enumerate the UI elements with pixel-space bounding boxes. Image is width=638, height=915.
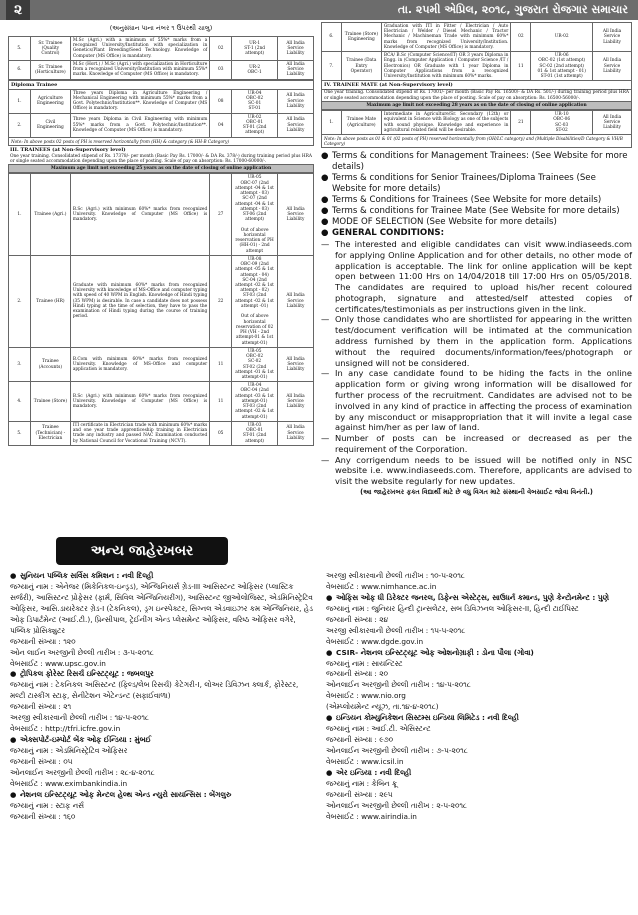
row-number: 4. — [9, 382, 31, 422]
ad-line: જગ્યાનું નામ : એનેજર (મિકેનિકલ-ઇન્ડ્રડ), એન્જિનિયર્સ ગ્રેડ-III આસિસ્ટન્ટ ઓફિસર (પ્લાસ્ટિક સર્જરી), આસિસ્ટન્ટ પ્રોફેસર (ફાર્મ, સિવિલ એન્જિનિયરીંગ), આસિસ્ટન્ટ જીઓલોજિસ્ટ, એડમિનિસ્ટ્રેટિવ ઓફિસર, આસિ.ડાયરેક્ટર ગ્રેડ-I (ટેકનિકલ), ડ્રગ ઇન્સ્પેક્ટર, સિગ્નલ એડવાઇઝર કમ એન્જિનિયર, હેડ ઓફ ડિપાર્ટમેન્ટ (આઈ.ટી.), પ્રિન્સીપાલ, ટ્રેઈનીંગ એન્ડ પ્લેસમેન્ટ ઓફિસર, વરિષ્ઠ ઓફિસર વગેરે, પબ્લિક પ્રોસિક્યુટર — [10, 581, 313, 635]
post-count: 27 — [210, 174, 232, 256]
general-condition — [321, 455, 632, 487]
general-condition — [321, 433, 632, 455]
post-count: 21 — [511, 111, 531, 135]
ad-line: અરજી સ્વીકારવાની છેલ્લી તારીખ : ૧૪-૫-૨૦૧૮ — [10, 713, 149, 723]
terms-bullet — [321, 173, 632, 195]
reservation: UR-02 — [531, 23, 593, 52]
diploma-heading: Diploma Trainee — [9, 80, 314, 89]
ad-heading — [326, 713, 632, 724]
row-number: 1. — [9, 174, 31, 256]
post-name: Trainee (HR) — [30, 255, 70, 347]
qualification: M.Sc (Hort.) / M.Sc (Agri.) with specialization in Horticulture from a recognized University/Institution with minimum 55%* marks. Knowledge of Computer (MS Office) is mandatory. — [70, 60, 209, 79]
post-name: Trainee (Accounts) — [30, 347, 70, 381]
table-row — [9, 174, 314, 256]
bullet-dot-icon: ● — [321, 195, 329, 205]
bullet-dot-icon: ● — [326, 592, 333, 602]
posting-location: All India Service Liability — [593, 111, 632, 135]
dash-icon: — — [321, 314, 330, 325]
page-header — [0, 0, 638, 20]
ad-line: જગ્યાનું નામ : સ્ટાફ નર્સ — [10, 800, 84, 810]
bullet-dot-icon: ● — [321, 217, 329, 227]
ad-heading — [10, 571, 315, 582]
ad-line: જગ્યાનું નામ : સાયન્ટિસ્ટ — [326, 658, 403, 668]
post-count: 22 — [210, 255, 232, 347]
ad-title: એર ઇન્ડિયા : નવી દિલ્હી — [336, 767, 412, 777]
condition-text: Any corrigendum needs to be issued will be notified only in NSC website i.e. www.indiaseeds.com. Therefore, applicants are advised to visit the website regularly for new updates. — [335, 454, 632, 487]
bullet-dot-icon: ● — [321, 228, 329, 238]
post-name: Sr. Trainee (Horticulture) — [30, 60, 70, 79]
page-number: ૨ — [6, 0, 30, 20]
posting-location: All India Service Liability — [593, 23, 632, 52]
ad-line: જગ્યાની સંખ્યા : ૨૯૫ — [326, 789, 393, 799]
reservation: UR-05 OBC-07 (2nd attempt -04 & 1st attempt - 03) SC-07 (2nd attempt -04 & 1st attempt - 03) ST-06 (2nd attempt) Out of above horizontal reservation of PH (HH-01) - 2nd attempt — [232, 174, 278, 256]
ad-line: વેબસાઈટ : www.upsc.gov.in — [10, 658, 106, 668]
trainee-mate-paragraph: One year training. Consolidated stipend of Rs. 17001/- per month (Basic Pay Rs. 16500/- & DA Rs. 501/-) during training period plus HRA or single seated accommodation depending upon the place of posting. Scale of pay on absorption: Rs. 16500-56000/-. — [321, 90, 632, 101]
posting-location: All India Service Liability — [278, 174, 314, 256]
post-count: 11 — [210, 382, 232, 422]
qualification: ITI certificate in Electrician trade with minimum 60%* marks and one year trade apprenticeship training in Electrician trade any industry and passed NAC Examination conducted by National Council for Vocational Training (NCVT). — [70, 421, 209, 445]
bullet-dot-icon: ● — [326, 647, 333, 657]
ad-line: અરજી સ્વીકારવાની છેલ્લી તારીખ : ૧૫-૫-૨૦૧૮ — [326, 625, 466, 635]
table-row — [322, 111, 632, 135]
post-count: 11 — [511, 52, 531, 81]
left-notice-column — [8, 22, 314, 446]
bullet-dot-icon: ● — [326, 767, 333, 777]
ad-title: સુનિયન પબ્લિક સર્વિસ કમિશન : નવી દિલ્હી — [20, 571, 154, 580]
ad-heading — [326, 648, 632, 659]
posting-location: All India Service Liability — [278, 37, 314, 61]
bullet-dot-icon: ● — [10, 669, 17, 679]
bullet-dot-icon: ● — [10, 789, 17, 799]
terms-bullet — [321, 195, 632, 206]
other-ads-right — [326, 571, 632, 823]
row-number: 6. — [322, 23, 342, 52]
qualification: M.Sc (Agri.) with a minimum of 55%* marks from a recognized University/Institution with specialization in Genetics/Plant Breeding/Seed Technology. Knowledge of Computer (MS Office) is mandatory. — [70, 37, 209, 61]
ad-line: (એમ્પ્લોયમેન્ટ ન્યૂઝ, તા.૧૪-૪-૨૦૧૮) — [326, 702, 439, 712]
table-row — [322, 52, 632, 81]
bullet-text: Terms & conditions for Management Trainees: (See Website for more details) — [332, 151, 628, 172]
table-row — [9, 347, 314, 381]
posting-location: All India Service Liability — [278, 382, 314, 422]
general-condition — [321, 239, 632, 314]
post-name: Sr. Trainee (Quality Control) — [30, 37, 70, 61]
ad-line: વેબસાઈટ : http://tfri.icfre.gov.in — [10, 724, 121, 734]
trainee-mate-note: Note: In above posts as 01 & 01 (02 posts of PH) reserved horizontally from (OH/LC category) and (Multiple Disabilities/D Category & VH/B Category) — [321, 135, 632, 148]
reservation: UR-04 OBC-04 (2nd attempt -03 & 1st attempt-01) ST-03 (2nd attempt -02 & 1st attempt-01) — [232, 382, 278, 422]
post-name: Trainee (Store) — [30, 382, 70, 422]
ad-line: વેબસાઈટ : www.eximbankindia.in — [10, 778, 128, 788]
ad-line: ઓનલાઈન અરજીની છેલ્લી તારીખ : ૨૮-૪-૨૦૧૮ — [10, 767, 155, 777]
ad-line: ઓનલાઈન અરજીની છેલ્લી તારીખ : ૧૪-૫-૨૦૧૮ — [326, 680, 471, 690]
reservation: UR-08 OBC-09 (2nd attempt -05 & 1st attempt - 04) SC-04 (2nd attempt -02 & 1st attempt - 02) ST-03 (2nd attempt -02 & 1st attempt -01) Out of above horizontal reservation of 02 PH (VH - 2nd attempt-01 & 1st attempt-01) — [232, 255, 278, 347]
terms-bullet — [321, 151, 632, 173]
ad-title: ઓફિસ ઓફ ધી ડિરેક્ટર જનરલ, ડિફેન્સ એસ્ટેટ્સ, સાઉધર્ન કમાન્ડ, પુણે કેન્ટોનમેન્ટ : પુણે — [336, 592, 609, 602]
header-date-line: તા. ૨૫મી એપ્રિલ, ૨૦૧૮, ગુજરાત રોજગાર સમાચાર — [397, 3, 628, 16]
ad-line: જગ્યાનું નામ : જુનિયર હિન્દી ટ્રાન્સલેટર, સબ ડિવિઝનલ ઓફિસર-II, હિન્દી ટાઈપિસ્ટ — [326, 603, 579, 613]
ad-line: જગ્યાનું નામ : આઈ.ટી. એસિસ્ટન્ટ — [326, 724, 431, 734]
qualification: Three years Diploma in Civil Engineering with minimum 55%* marks from a Govt. Polytechnic/Institution**. Knowledge of Computer (MS Office) is mandatory. — [70, 113, 209, 137]
ad-line: જગ્યાની સંખ્યા : ૧૨૦ — [10, 636, 76, 646]
trainees-age-bar: Maximum age limit not exceeding 25 years as on the date of closing of online application — [8, 164, 314, 173]
terms-bullet — [321, 206, 632, 217]
row-number: 1. — [322, 111, 342, 135]
reservation: UR-04 OBC-02 SC-01 ST-01 — [232, 89, 278, 113]
post-count: 08 — [210, 89, 232, 113]
posting-location: All India Service Liability — [278, 89, 314, 113]
posting-location: All India Service Liability — [278, 60, 314, 79]
table-row — [9, 113, 314, 137]
ad-title: ટ્રોપિકલ ફોરેસ્ટ રિસર્ચ ઇન્સ્ટિટ્યૂટ : જબલપુર — [20, 669, 154, 679]
bullet-text: GENERAL CONDITIONS: — [332, 228, 445, 238]
qualification: Intermediate in Agriculture/Sr. Secondary (12th) or equivalent in Science with Biology as one of the subjects with sound physique. Knowledge and experience in agricultural related field will be desirable. — [381, 111, 510, 135]
post-name: Trainee Mate (Agriculture) — [341, 111, 381, 135]
table-row — [9, 382, 314, 422]
ad-heading — [10, 790, 315, 801]
bullet-text: Terms & conditions for Trainee Mate (See Website for more details) — [332, 206, 620, 216]
reservation: UR-02 OBC-01 ST-01 (2nd attempt) — [232, 113, 278, 137]
posting-location: All India Service Liability — [278, 347, 314, 381]
ad-title: CSIR- નેશનલ ઇન્સ્ટિટ્યૂટ ઓફ ઓશનોગ્રાફી : ડોના પૌલા (ગોવા) — [336, 647, 534, 657]
table-row — [9, 421, 314, 445]
reservation: UR-1 ST-1 (2nd attempt) — [232, 37, 278, 61]
ad-line: જગ્યાની સંખ્યા : ૯૭૦ — [326, 735, 393, 745]
trainee-mate-table — [321, 110, 632, 135]
ad-line: જગ્યાનું નામ : કેબિન ક્રૂ — [326, 778, 397, 788]
diploma-trainee-table — [8, 80, 314, 138]
ad-line: જગ્યાની સંખ્યા : ૦૫ — [10, 756, 73, 766]
trainee-mate-age-bar: Maximum age limit not exceeding 28 years as on the date of closing of online application — [321, 101, 632, 110]
other-ads-left — [10, 571, 315, 823]
qualification: Graduation with ITI in Fitter / Electrician / Auto Electrician / Welder / Diesel Mechanic / Tractor Mechanic / Machineman Trade with minimum 60%* marks from recognized University/Institution. Knowledge of Computer (MS Office) is mandatory. — [381, 23, 511, 52]
other-ads-banner: અન્ય જાહેરખબર — [56, 537, 228, 565]
bullet-dot-icon: ● — [321, 173, 329, 183]
senior-trainee-table — [8, 36, 314, 80]
table-row — [322, 23, 632, 52]
qualification: Graduate with minimum 60%* marks from recognized University with knowledge of MS-Office and computer typing with speed of 40 WPM in English. Knowledge of Hindi typing (35 WPM) is desirable. In case a candidate does not possess Hindi typing at the time of selection, they have to pass the examination of Hindi typing during the course of training period. — [70, 255, 209, 347]
continued-note: (અનુસંધાન પાના નંબર ૧ ઉપરથી ચાલુ) — [109, 24, 213, 32]
ad-line: વેબસાઈટ : www.dgde.gov.in — [326, 636, 424, 646]
post-name: Trainee (Store) Engineering — [341, 23, 381, 52]
reservation: UR-05 OBC-02 SC-02 ST-02 (2nd attempt -01 & 1st attempt-01) — [232, 347, 278, 381]
qualification: Three years Diploma in Agriculture Engineering / Mechanical Engineering with minimum 55%* marks from a Govt. Polytechnic/Institution**. Knowledge of Computer (MS Office) is mandatory. — [70, 89, 209, 113]
ad-line: વેબસાઈટ : www.icsil.in — [326, 756, 404, 766]
bullet-dot-icon: ● — [326, 713, 333, 723]
post-name: Agriculture Engineering — [30, 89, 70, 113]
ad-line: અરજી સ્વીકારવાની છેલ્લી તારીખ : ૧૦-૫-૨૦૧૮ — [326, 571, 465, 580]
reservation: UR-2 OBC-1 — [232, 60, 278, 79]
ad-title: નેશનલ ઇન્સ્ટિટ્યૂટ ઓફ મેન્ટલ હેલ્થ એન્ડ ન્યુરો સાયન્સિસ : બેંગલુરુ — [20, 789, 232, 799]
trainee-table — [8, 173, 314, 445]
dash-icon: — — [321, 239, 330, 249]
qualification: B.Sc (Agri.) with minimum 60%* marks from recognized University. Knowledge of Computer (MS Office) is mandatory. — [70, 382, 209, 422]
ad-heading — [10, 735, 315, 746]
posting-location: All India Service Liability — [593, 52, 632, 81]
table-row — [9, 37, 314, 61]
terms-and-conditions — [321, 151, 632, 497]
bullet-dot-icon: ● — [10, 571, 17, 580]
post-name: Trainee (Data Entry Operator) — [341, 52, 381, 81]
general-condition — [321, 368, 632, 433]
table-row — [9, 89, 314, 113]
bullet-text: MODE OF SELECTION (See Website for more details) — [332, 217, 557, 227]
qualification: B.Com with minimum 60%* marks from recognized University. Knowledge of MS-Office and computer application is mandatory. — [70, 347, 209, 381]
ad-heading — [10, 669, 315, 680]
terms-bullet — [321, 228, 632, 239]
ad-line: જગ્યાની સંખ્યા : ૨૦ — [326, 669, 388, 679]
bullet-text: Terms & conditions for Senior Trainees/Diploma Trainees (See Website for more details) — [332, 173, 596, 194]
row-number: 1. — [9, 89, 31, 113]
row-number: 2. — [9, 113, 31, 137]
row-number: 2. — [9, 255, 31, 347]
row-number: 5. — [9, 37, 31, 61]
reservation: UR-06 OBC-02 (1st attempt) SC-02 (2nd attempt) 01 & 1st attempt - 01) ST-01 (1st attempt) — [531, 52, 593, 81]
right-notice-column — [321, 22, 632, 497]
qualification: B.Sc (Agri.) with minimum 60%* marks from recognized University. Knowledge of Computer (MS Office) is mandatory. — [70, 174, 209, 256]
terms-bullet — [321, 217, 632, 228]
post-count: 02 — [511, 23, 531, 52]
reservation: UR-10 OBC-06 SC-03 ST-02 — [531, 111, 593, 135]
ad-line: વેબસાઈટ : www.nio.org — [326, 691, 406, 701]
post-name: Civil Engineering — [30, 113, 70, 137]
ad-line: જગ્યાનું નામ : ટેકનિકલ અસિસ્ટન્ટ (ફિલ્ડ/લેબ રિસર્ચ) કેટેગરી-I, લોઅર ડિવિઝન ક્લાર્ક, ફોરેસ્ટર, મલ્ટી ટાસ્કીંગ સ્ટાફ, સેનીટેશન એટેન્ડન્ટ (સફાઈવાળા) — [10, 680, 299, 701]
ad-line: વેબસાઈટ : www.nimhance.ac.in — [326, 581, 437, 591]
right-trainee-table — [321, 22, 632, 81]
row-number: 5. — [9, 421, 31, 445]
ad-title: એક્સપોર્ટ-ઇમ્પોર્ટ બેંક ઓફ ઈન્ડિયા : મુંબઈ — [20, 735, 152, 745]
post-name: Trainee (Agri.) — [30, 174, 70, 256]
post-count: 03 — [210, 60, 232, 79]
reservation: UR-03 OBC-01 ST-01 (2nd attempt) — [232, 421, 278, 445]
trainees-paragraph: One year training. Consolidated stipend of Rs. 17378/- per month (Basic Pay Rs. 17000/- & DA Rs. 378/-) during training period plus HRA or single seated accommodation depending upon the place of posting. Scale of pay on absorption: Rs. 17000-60000/-. — [10, 153, 312, 164]
row-number: 7. — [322, 52, 342, 81]
condition-text: Number of posts can be increased or decreased as per the requirement of the Corporation. — [335, 433, 632, 454]
ad-line: ઓન લાઈન અરજીની છેલ્લી તારીખ : ૩-૫-૨૦૧૮ — [10, 647, 154, 657]
post-count: 02 — [210, 37, 232, 61]
table-row — [9, 255, 314, 347]
row-number: 3. — [9, 347, 31, 381]
condition-text: The interested and eligible candidates can visit www.indiaseeds.com for applying Online Application and for other details, no other mode of application is acceptable. The link for online application will be kept open between 11:00 Hrs on 14/04/2018 till 17:00 Hrs on 05/05/2018. The candidates are required to upload his/her recent coloured photograph, signature and attested/self attested copies of certificates/testimonials as per instructions given in the link. — [335, 239, 632, 314]
row-number: 6. — [9, 60, 31, 79]
condition-text: Only those candidates who are shortlisted for appearing in the written test/document verification will be intimated at the communication address furnished by them in the application form. Applications without the required documents/information/fees/photograph or unsigned will not be considered. — [335, 314, 632, 368]
bullet-text: Terms & Conditions for Trainees (See Website for more details) — [332, 195, 602, 205]
condition-text: In any case candidate found to be hiding the facts in the online application form or giving wrong information will be disallowed for further process of the recruitment. Candidates are advised not to be involved in any kind of practice in affecting the process of examination by any misconduct or misappropriation that it will invite a legal case against him/her as per law of land. — [335, 368, 632, 433]
diploma-note: Note: In above posts 02 posts of PH is reserved horizontally from (HH) & category (& HH-B Category) — [8, 138, 314, 146]
ad-title: ઇન્ડિયન કોમ્યુનિકેશન સિસ્ટમ્સ ઇન્ડિયા લિમિટેડ : નવી દિલ્હી — [336, 713, 519, 723]
posting-location: All India Service Liability — [278, 421, 314, 445]
trainees-heading: III. TRAINEES (at Non-Supervisory level) — [10, 146, 126, 153]
bullet-dot-icon: ● — [321, 151, 329, 161]
dash-icon: — — [321, 433, 330, 444]
ad-heading — [326, 593, 632, 604]
general-condition — [321, 314, 632, 368]
post-name: Trainee (Technician) - Electrician — [30, 421, 70, 445]
bullet-dot-icon: ● — [321, 206, 329, 216]
dash-icon: — — [321, 454, 330, 465]
trainee-mate-heading: IV. TRAINEE MATE (at Non-Supervisory level) — [321, 81, 632, 90]
post-count: 04 — [210, 113, 232, 137]
ad-heading — [326, 768, 632, 779]
posting-location: All India Service Liability — [278, 255, 314, 347]
ad-line: જગ્યાની સંખ્યા : ૧૬૦ — [10, 811, 76, 821]
ad-line: જગ્યાની સંખ્યા : ૨૧ — [10, 702, 72, 712]
table-row — [9, 60, 314, 79]
ad-line: ઓનલાઈન અરજીની છેલ્લી તારીખ : ૨-૫-૨૦૧૮ — [326, 800, 467, 810]
posting-location: All India Service Liability — [278, 113, 314, 137]
post-count: 11 — [210, 347, 232, 381]
bullet-dot-icon: ● — [10, 735, 17, 745]
qualification: BCA/ B.Sc (Computer Science/IT) OR 3 years Diploma in Engg. in (Computer Application / Computer Science /IT / Electronics) OR Graduate with 1 year Diploma in Computer Applications from a recognized University/Institution with minimum 60%* marks. — [381, 52, 511, 81]
ad-line: વેબસાઈટ : www.airindia.in — [326, 811, 417, 821]
ad-line: જગ્યાનું નામ : એડમિનિસ્ટ્રેટિવ ઓફિસર — [10, 746, 128, 755]
gujarati-note: (આ જાહેરખબર ફક્ત વિદ્યાર્થી માટે છે વધુ વિગત માટે સંસ્થાની વેબસાઈટ જોવા વિનંતી.) — [360, 487, 593, 496]
post-count: 05 — [210, 421, 232, 445]
ad-line: જગ્યાની સંખ્યા : ૨૪ — [326, 614, 389, 624]
dash-icon: — — [321, 368, 330, 379]
ad-line: ઓનલાઈન અરજીની છેલ્લી તારીખ : ૭-૫-૨૦૧૮ — [326, 746, 468, 755]
